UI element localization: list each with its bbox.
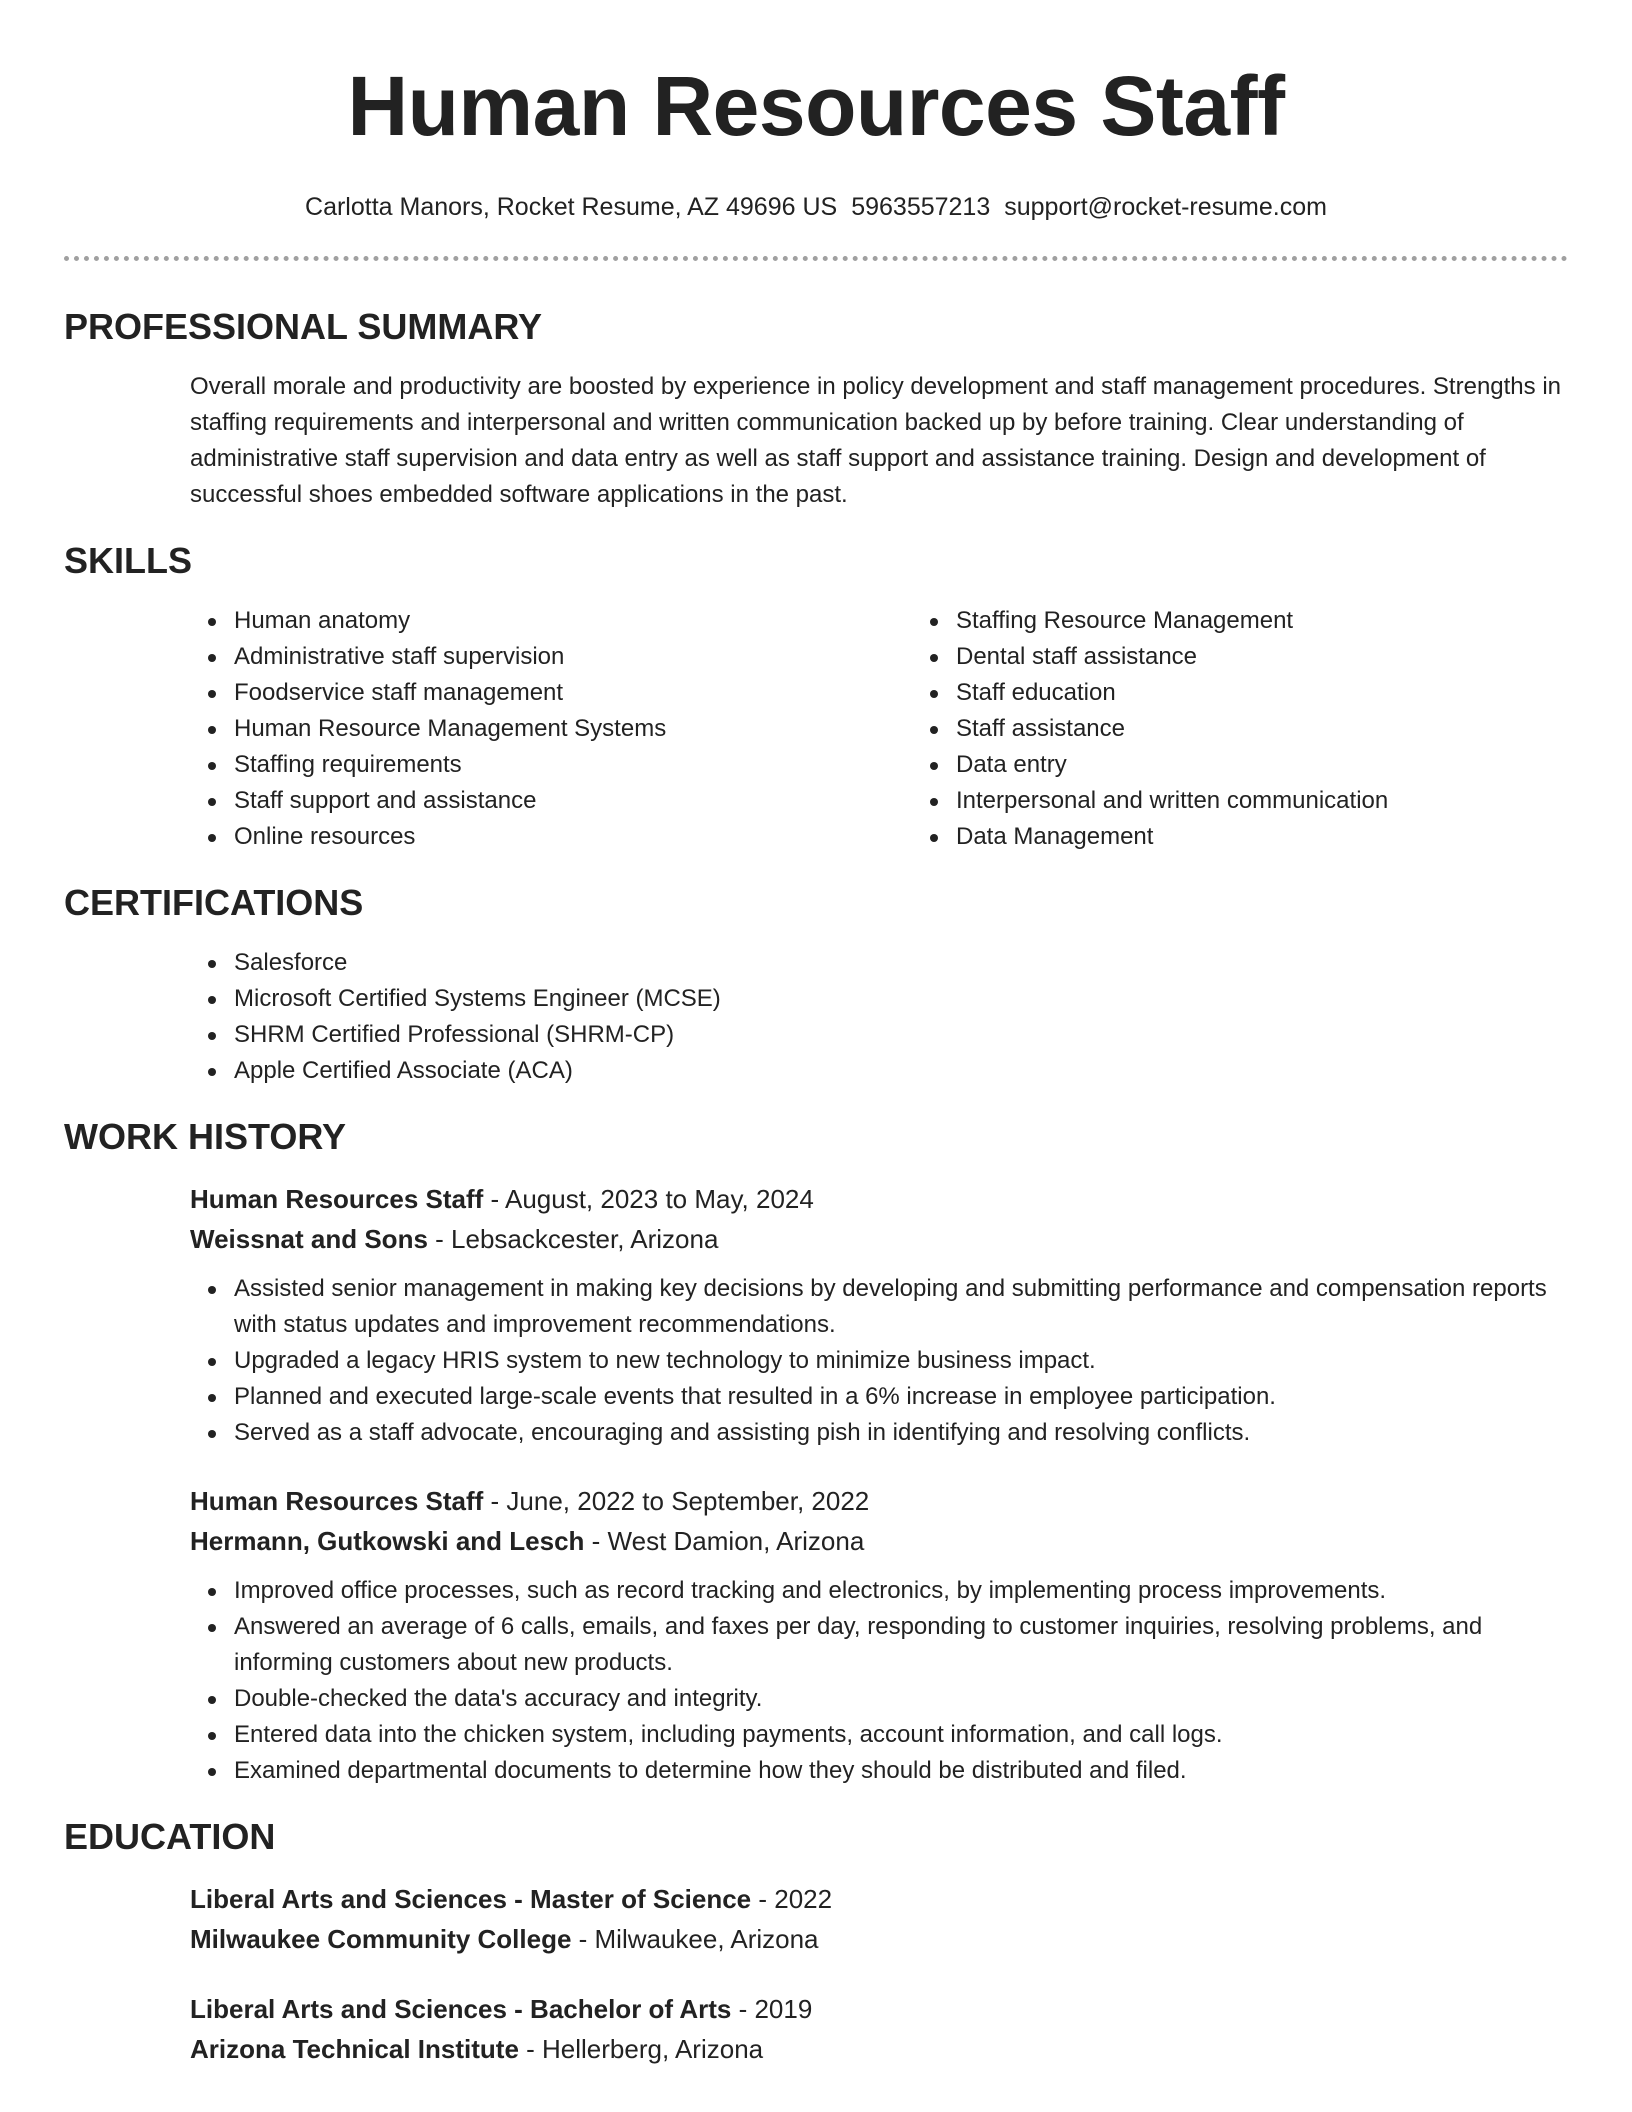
job-title-line: [190, 1179, 1568, 1219]
degree-year: - 2019: [731, 1994, 813, 2024]
list-item: Upgraded a legacy HRIS system to new technology to minimize business impact.: [234, 1343, 1568, 1379]
education-heading: EDUCATION: [64, 1816, 276, 1857]
job-company-line: [190, 1521, 1568, 1561]
list-item: SHRM Certified Professional (SHRM-CP): [234, 1017, 1568, 1053]
job-company-line: [190, 1219, 1568, 1259]
degree-line: [190, 1989, 1568, 2029]
candidate-name: Human Resources Staff: [347, 59, 1285, 153]
school-line: [190, 2029, 1568, 2069]
list-item: Staffing Resource Management: [956, 603, 1388, 639]
contact-phone: 5963557213: [851, 193, 991, 221]
list-item: Human Resource Management Systems: [234, 711, 912, 747]
certifications-list: [190, 945, 1568, 1089]
job-company: Weissnat and Sons: [190, 1224, 428, 1254]
skills-heading: SKILLS: [64, 540, 193, 581]
contact-address: Carlotta Manors, Rocket Resume, AZ 49696 US: [305, 193, 838, 221]
list-item: Interpersonal and written communication: [956, 783, 1388, 819]
skills-list-left: [190, 603, 912, 855]
degree-line: [190, 1879, 1568, 1919]
education-entry: [64, 1879, 1568, 1959]
list-item: Answered an average of 6 calls, emails, and faxes per day, responding to customer inquiries, resolving problems, and informing customers about new products.: [234, 1609, 1568, 1681]
job-company: Hermann, Gutkowski and Lesch: [190, 1526, 585, 1556]
list-item: Microsoft Certified Systems Engineer (MCSE): [234, 981, 1568, 1017]
certifications-heading: CERTIFICATIONS: [64, 882, 364, 923]
list-item: Online resources: [234, 819, 912, 855]
summary-heading: PROFESSIONAL SUMMARY: [64, 306, 543, 347]
job-role: Human Resources Staff: [190, 1486, 484, 1516]
list-item: Salesforce: [234, 945, 1568, 981]
list-item: Staff education: [956, 675, 1388, 711]
degree-name: Liberal Arts and Sciences - Master of Science: [190, 1884, 752, 1914]
job-duties-list: [190, 1271, 1568, 1451]
list-item: Staff assistance: [956, 711, 1388, 747]
job-role: Human Resources Staff: [190, 1184, 484, 1214]
list-item: Human anatomy: [234, 603, 912, 639]
list-item: Data Management: [956, 819, 1388, 855]
school-name: Arizona Technical Institute: [190, 2034, 519, 2064]
job-duties-list: [190, 1573, 1568, 1789]
contact-email[interactable]: support@rocket-resume.com: [1004, 193, 1327, 221]
school-name: Milwaukee Community College: [190, 1924, 572, 1954]
list-item: Staff support and assistance: [234, 783, 912, 819]
school-location: - Hellerberg, Arizona: [518, 2034, 764, 2064]
skills-list-right: [912, 603, 1388, 855]
list-item: Entered data into the chicken system, including payments, account information, and call logs.: [234, 1717, 1568, 1753]
list-item: Examined departmental documents to determine how they should be distributed and filed.: [234, 1753, 1568, 1789]
education-entry: [64, 1989, 1568, 2069]
school-line: [190, 1919, 1568, 1959]
list-item: Served as a staff advocate, encouraging and assisting pish in identifying and resolving conflicts.: [234, 1415, 1568, 1451]
header-divider: [64, 256, 1568, 261]
list-item: Double-checked the data's accuracy and integrity.: [234, 1681, 1568, 1717]
list-item: Data entry: [956, 747, 1388, 783]
list-item: Planned and executed large-scale events that resulted in a 6% increase in employee participation.: [234, 1379, 1568, 1415]
list-item: Staffing requirements: [234, 747, 912, 783]
school-location: - Milwaukee, Arizona: [571, 1924, 819, 1954]
job-entry: [64, 1179, 1568, 1451]
job-location: - Lebsackcester, Arizona: [427, 1224, 719, 1254]
skills-grid: [64, 603, 1568, 855]
degree-year: - 2022: [751, 1884, 833, 1914]
summary-text: Overall morale and productivity are boosted by experience in policy development and staff management procedures. Strengths in staffing requirements and interpersonal and written communication backed up by before training. Clear understanding of administrative staff supervision and data entry as well as staff support and assistance training. Design and development of successful shoes embedded software applications in the past.: [190, 373, 1561, 508]
job-dates: - August, 2023 to May, 2024: [483, 1184, 814, 1214]
degree-name: Liberal Arts and Sciences - Bachelor of Arts: [190, 1994, 732, 2024]
list-item: Improved office processes, such as record tracking and electronics, by implementing process improvements.: [234, 1573, 1568, 1609]
job-title-line: [190, 1481, 1568, 1521]
job-location: - West Damion, Arizona: [584, 1526, 865, 1556]
job-entry: [64, 1481, 1568, 1789]
list-item: Assisted senior management in making key decisions by developing and submitting performance and compensation reports with status updates and improvement recommendations.: [234, 1271, 1568, 1343]
work-history-heading: WORK HISTORY: [64, 1116, 347, 1157]
list-item: Administrative staff supervision: [234, 639, 912, 675]
contact-line: [64, 192, 1568, 222]
list-item: Foodservice staff management: [234, 675, 912, 711]
list-item: Apple Certified Associate (ACA): [234, 1053, 1568, 1089]
job-dates: - June, 2022 to September, 2022: [483, 1486, 870, 1516]
list-item: Dental staff assistance: [956, 639, 1388, 675]
